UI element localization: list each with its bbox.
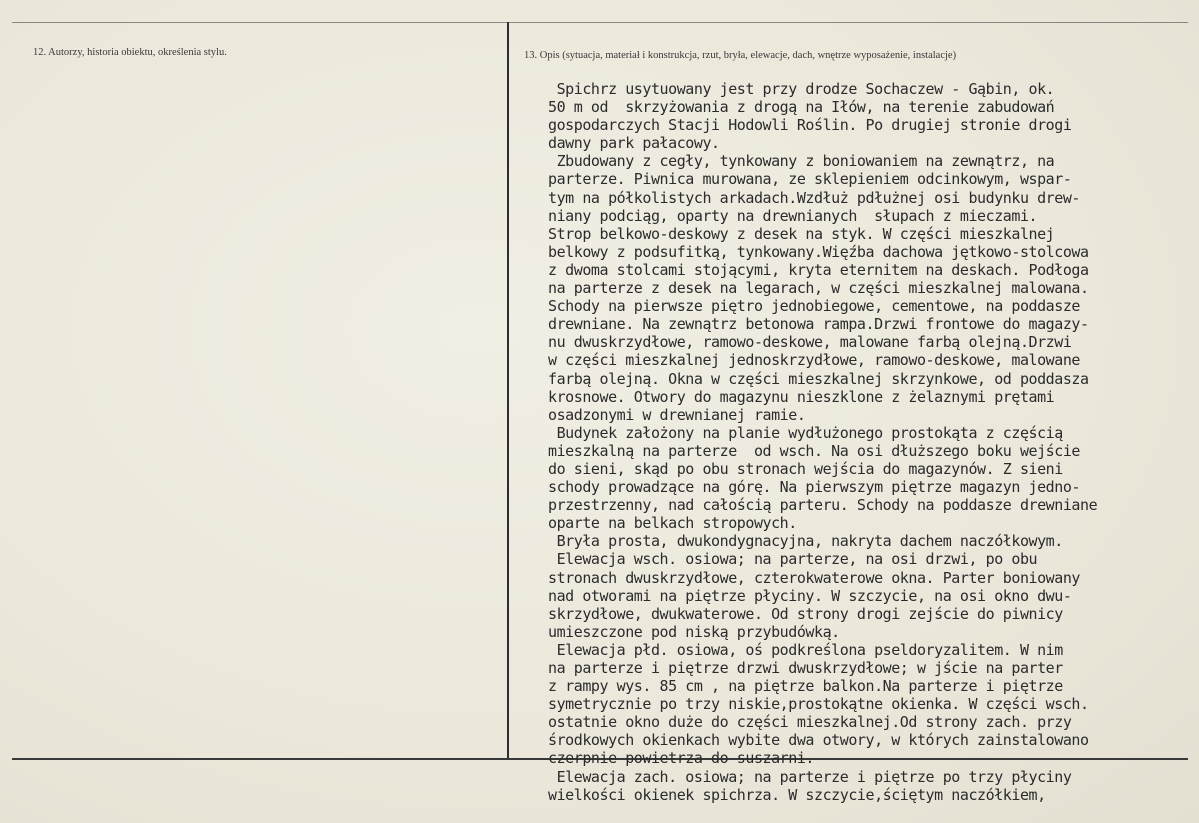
text-line: osadzonymi w drewnianej ramie. xyxy=(548,405,806,424)
text-line: Spichrz usytuowany jest przy drodze Sochaczew - Gąbin, ok. xyxy=(548,80,1055,98)
text-line: 50 m od skrzyżowania z drogą na Iłów, na terenie zabudowań xyxy=(548,98,1055,117)
text-line: środkowych okienkach wybite dwa otwory, w których zainstalowano xyxy=(548,731,1089,750)
text-line: niany podciąg, oparty na drewnianych słupach z mieczami. xyxy=(548,206,1038,225)
text-line: czerpnie powietrza do suszarni. xyxy=(548,749,815,768)
text-line: gospodarczych Stacji Hodowli Roślin. Po drugiej stronie drogi xyxy=(548,116,1072,135)
text-line: umieszczone pod niską przybudówką. xyxy=(548,622,840,641)
text-line: z dwoma stolcami stojącymi, kryta eternitem na deskach. Podłoga xyxy=(548,260,1089,279)
column-divider xyxy=(507,22,509,758)
text-line: do sieni, skąd po obu stronach wejścia do magazynów. Z sieni xyxy=(548,459,1063,478)
text-line: Budynek założony na planie wydłużonego prostokąta z częścią xyxy=(548,423,1063,442)
text-line: nad otworami na piętrze płyciny. W szczycie, na osi okno dwu- xyxy=(548,586,1072,605)
text-line: krosnowe. Otwory do magazynu nieszklone z żelaznymi prętami xyxy=(548,387,1055,406)
text-line: mieszkalną na parterze od wsch. Na osi dłuższego boku wejście xyxy=(548,441,1081,460)
text-line: parterze. Piwnica murowana, ze sklepieniem odcinkowym, wspar- xyxy=(548,170,1072,189)
text-line: belkowy z podsufitką, tynkowany.Więźba dachowa jętkowo-stolcowa xyxy=(548,242,1089,261)
text-line: tym na półkolistych arkadach.Wzdłuż pdłużnej osi budynku drew- xyxy=(548,188,1081,207)
text-line: symetrycznie po trzy niskie,prostokątne okienka. W części wsch. xyxy=(548,695,1089,714)
text-line: farbą olejną. Okna w części mieszkalnej skrzynkowe, od poddasza xyxy=(548,369,1089,388)
text-line: przestrzenny, nad całością parteru. Schody na poddasze drewniane xyxy=(548,496,1098,515)
text-line: Schody na pierwsze piętro jednobiegowe, cementowe, na poddasze xyxy=(548,297,1081,316)
text-line: w części mieszkalnej jednoskrzydłowe, ramowo-deskowe, malowane xyxy=(548,351,1081,370)
text-line: na parterze z desek na legarach, w części mieszkalnej malowana. xyxy=(548,279,1089,298)
text-line: wielkości okienek spichrza. W szczycie,ściętym naczółkiem, xyxy=(548,785,1046,804)
description-text xyxy=(548,80,1188,804)
text-line: skrzydłowe, dwukwaterowe. Od strony drogi zejście do piwnicy xyxy=(548,604,1063,623)
text-line: na parterze i piętrze drzwi dwuskrzydłowe; w jście na parter xyxy=(548,659,1063,677)
text-line: Elewacja wsch. osiowa; na parterze, na osi drzwi, po obu xyxy=(548,550,1038,569)
section-13-label: 13. Opis (sytuacja, materiał i konstrukcja, rzut, bryła, elewacje, dach, wnętrze wyposażenie, instalacje) xyxy=(524,50,957,61)
text-line: stronach dwuskrzydłowe, czterokwaterowe okna. Parter boniowany xyxy=(548,568,1081,587)
text-line: Strop belkowo-deskowy z desek na styk. W części mieszkalnej xyxy=(548,224,1055,243)
text-line: schody prowadzące na górę. Na pierwszym piętrze magazyn jedno- xyxy=(548,478,1081,497)
text-line: oparte na belkach stropowych. xyxy=(548,514,797,533)
top-rule xyxy=(12,22,1188,23)
text-line: Bryła prosta, dwukondygnacyjna, nakryta dachem naczółkowym. xyxy=(548,532,1063,551)
text-line: nu dwuskrzydłowe, ramowo-deskowe, malowane farbą olejną.Drzwi xyxy=(548,333,1072,352)
text-line: ostatnie okno duże do części mieszkalnej.Od strony zach. przy xyxy=(548,713,1072,732)
text-line: Elewacja zach. osiowa; na parterze i piętrze po trzy płyciny xyxy=(548,767,1072,786)
text-line: Elewacja płd. osiowa, oś podkreślona pseldoryzalitem. W nim xyxy=(548,640,1063,659)
text-line: drewniane. Na zewnątrz betonowa rampa.Drzwi frontowe do magazy- xyxy=(548,315,1089,334)
text-line: dawny park pałacowy. xyxy=(548,134,720,153)
text-line: Zbudowany z cegły, tynkowany z boniowaniem na zewnątrz, na xyxy=(548,152,1055,171)
section-12-label: 12. Autorzy, historia obiektu, określenia stylu. xyxy=(33,47,227,58)
text-line: z rampy wys. 85 cm , na piętrze balkon.Na parterze i piętrze xyxy=(548,677,1063,696)
